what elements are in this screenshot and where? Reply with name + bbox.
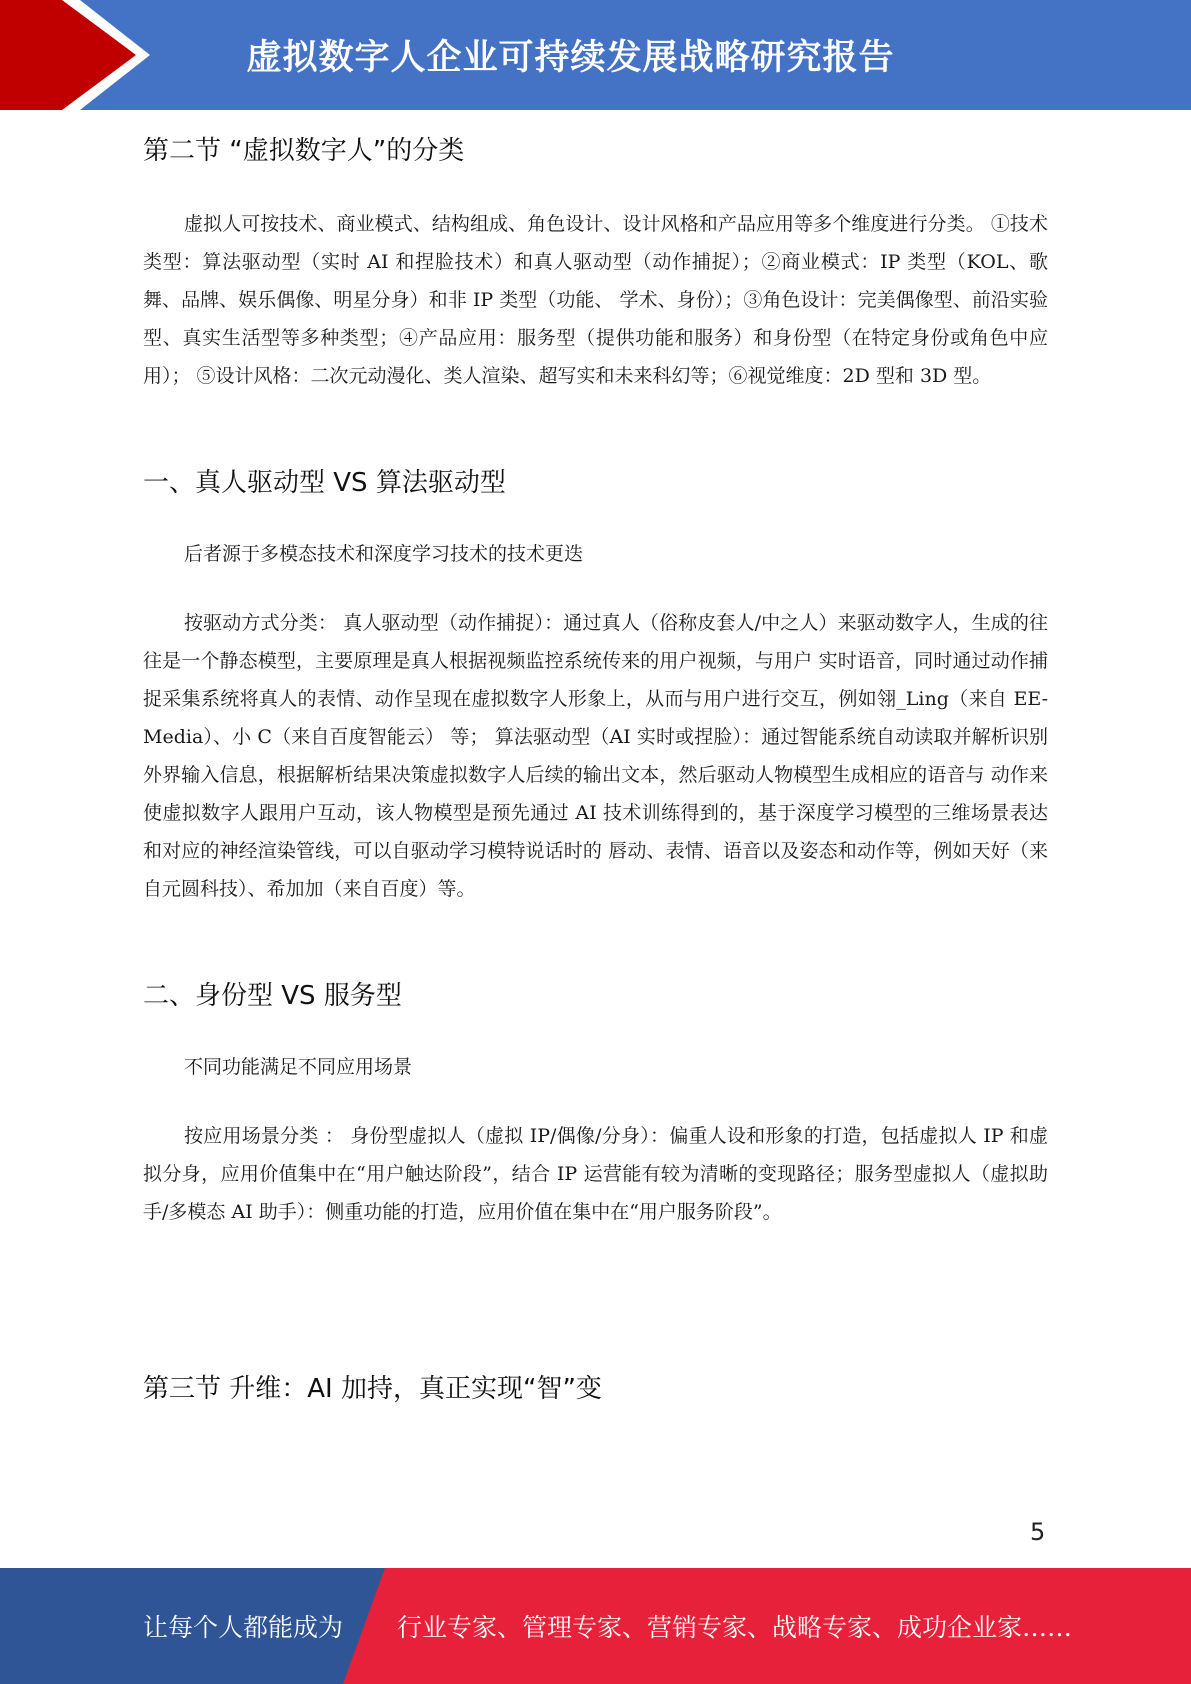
subheading-identity-vs-service: 二、身份型 VS 服务型 — [143, 981, 402, 1011]
driving-mode-paragraph: 按驱动方式分类： 真人驱动型（动作捕捉）：通过真人（俗称皮套人/中之人）来驱动数字人，生成的往往是一个静态模型，主要原理是真人根据视频监控系统传来的用户视频，与用户 实时语音，同时通过动作捕捉采集系统将真人的表情、动作呈现在虚拟数字人形象上，从而与用户进行交互，例如翎_Ling（来自 EE-Media）、小 C（来自百度智能云） 等； 算法驱动型（AI 实时或捏脸）：通过智能系统自动读取并解析识别外界输入信息，根据解析结果决策虚拟数字人后续的输出文本，然后驱动人物模型生成相应的语音与 动作来使虚拟数字人跟用户互动，该人物模型是预先通过 AI 技术训练得到的，基于深度学习模型的三维场景表达和对应的神经渲染管线，可以自驱动学习模特说话时的 唇动、表情、语音以及姿态和动作等，例如天好（来自元圆科技）、希加加（来自百度）等。 — [143, 612, 1048, 900]
classification-intro-paragraph: 虚拟人可按技术、商业模式、结构组成、角色设计、设计风格和产品应用等多个维度进行分类。 ①技术类型：算法驱动型（实时 AI 和捏脸技术）和真人驱动型（动作捕捉）；②商业模式：IP 类型（KOL、歌舞、品牌、娱乐偶像、明星分身）和非 IP 类型（功能、 学术、身份）；③角色设计：完美偶像型、前沿实验型、真实生活型等多种类型；④产品应用：服务型（提供功能和服务）和身份型（在特定身份或角色中应用）； ⑤设计风格：二次元动漫化、类人渲染、超写实和未来科幻等；⑥视觉维度：2D 型和 3D 型。 — [143, 213, 1048, 387]
lead-line-scenarios: 不同功能满足不同应用场景 — [184, 1056, 413, 1078]
subheading-real-vs-algorithm: 一、真人驱动型 VS 算法驱动型 — [143, 468, 506, 498]
section-heading-ai-upgrade: 第三节 升维：AI 加持，真正实现“智”变 — [143, 1374, 602, 1404]
chevron-arrow-icon — [0, 0, 160, 110]
report-title-text: 虚拟数字人企业可持续发展战略研究报告 — [246, 38, 895, 78]
report-title — [180, 0, 1191, 110]
lead-line-tech-iteration: 后者源于多模态技术和深度学习技术的技术更迭 — [184, 543, 584, 565]
page-number: 5 — [1030, 1518, 1046, 1546]
section-heading-classification: 第二节 “虚拟数字人”的分类 — [143, 136, 465, 166]
header-banner — [0, 0, 1191, 110]
footer-slogan-right: 行业专家、管理专家、营销专家、战略专家、成功企业家…… — [397, 1613, 1073, 1642]
application-scenario-paragraph: 按应用场景分类 ： 身份型虚拟人（虚拟 IP/偶像/分身）：偏重人设和形象的打造，包括虚拟人 IP 和虚拟分身，应用价值集中在“用户触达阶段”，结合 IP 运营能有较为清晰的变现路径；服务型虚拟人（虚拟助手/多模态 AI 助手）：侧重功能的打造，应用价值在集中在“用户服务阶段”。 — [143, 1125, 1048, 1223]
footer-banner — [0, 1568, 1191, 1684]
footer-slogan-left: 让每个人都能成为 — [143, 1613, 344, 1642]
